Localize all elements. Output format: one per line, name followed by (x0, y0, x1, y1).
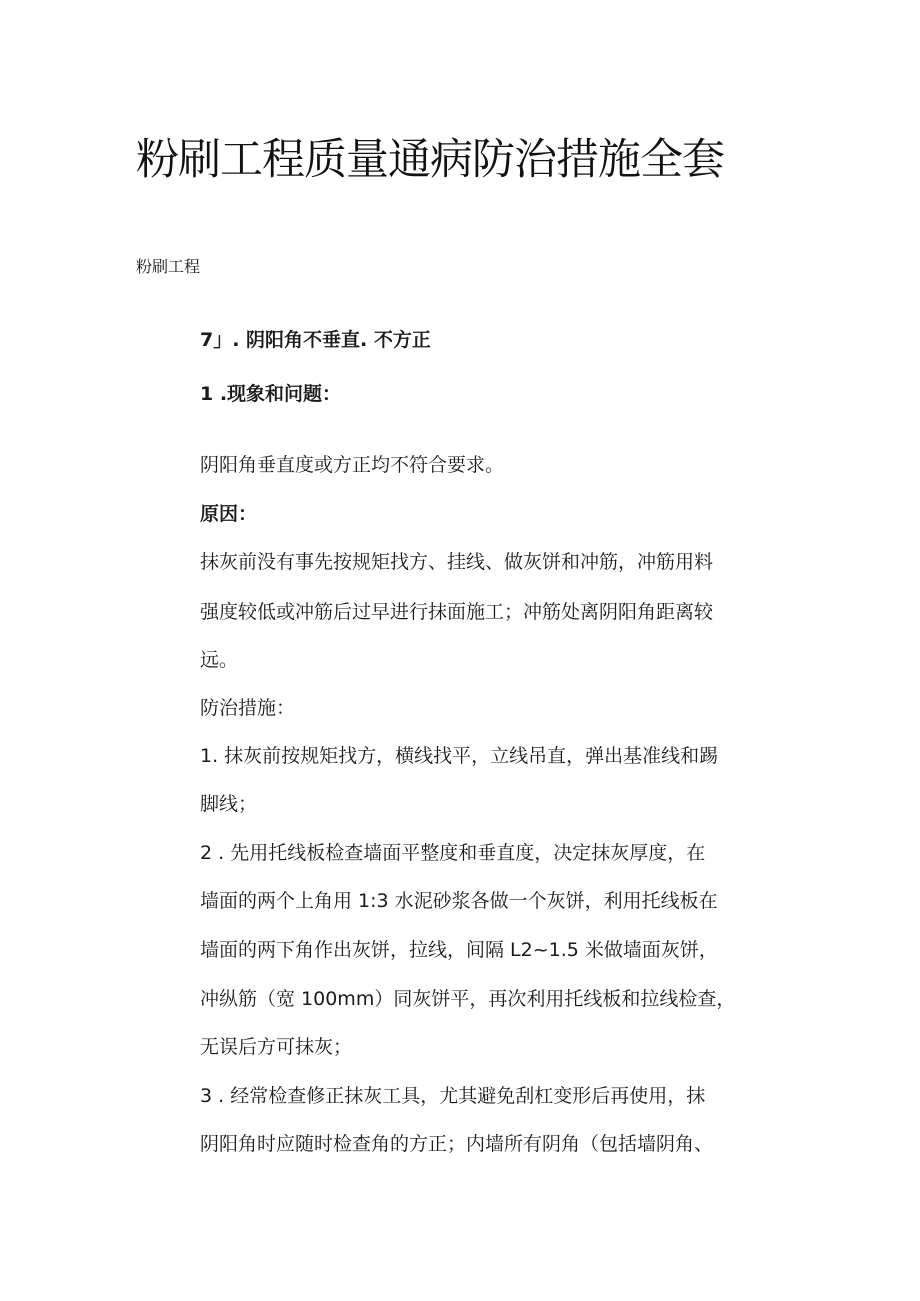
document-title: 粉刷工程质量通病防治措施全套 (136, 135, 724, 185)
measure-line: 脚线； (200, 793, 258, 815)
measure-line: 冲纵筋（宽 100mm）同灰饼平，再次利用托线板和拉线检查， (200, 988, 736, 1010)
measures-heading: 防治措施： (200, 697, 296, 719)
measure-line: 阴阳角时应随时检查角的方正；内墙所有阴角（包括墙阴角、 (200, 1133, 714, 1155)
measure-line: 墙面的两下角作出灰饼，拉线，间隔 L2~1.5 米做墙面灰饼， (200, 939, 718, 961)
item-heading: 7」. 阴阳角不垂直. 不方正 (200, 329, 431, 351)
cause-line: 远。 (200, 649, 239, 671)
phenomenon-heading: 1 .现象和问题： (200, 383, 342, 405)
measure-line: 1. 抹灰前按规矩找方，横线找平，立线吊直，弹出基准线和踢 (200, 745, 719, 767)
measure-line: 2 . 先用托线板检查墙面平整度和垂直度，决定抹灰厚度，在 (200, 842, 706, 864)
measure-line: 墙面的两个上角用 1:3 水泥砂浆各做一个灰饼，利用托线板在 (200, 890, 718, 912)
cause-line: 强度较低或冲筋后过早进行抹面施工；冲筋处离阴阳角距离较 (200, 601, 714, 623)
measure-line: 无误后方可抹灰； (200, 1036, 353, 1058)
cause-line: 抹灰前没有事先按规矩找方、挂线、做灰饼和冲筋，冲筋用料 (200, 551, 714, 573)
section-label: 粉刷工程 (136, 257, 201, 276)
measure-line: 3 . 经常检查修正抹灰工具，尤其避免刮杠变形后再使用，抹 (200, 1085, 706, 1107)
cause-heading: 原因： (200, 503, 258, 525)
phenomenon-text: 阴阳角垂直度或方正均不符合要求。 (200, 454, 505, 476)
